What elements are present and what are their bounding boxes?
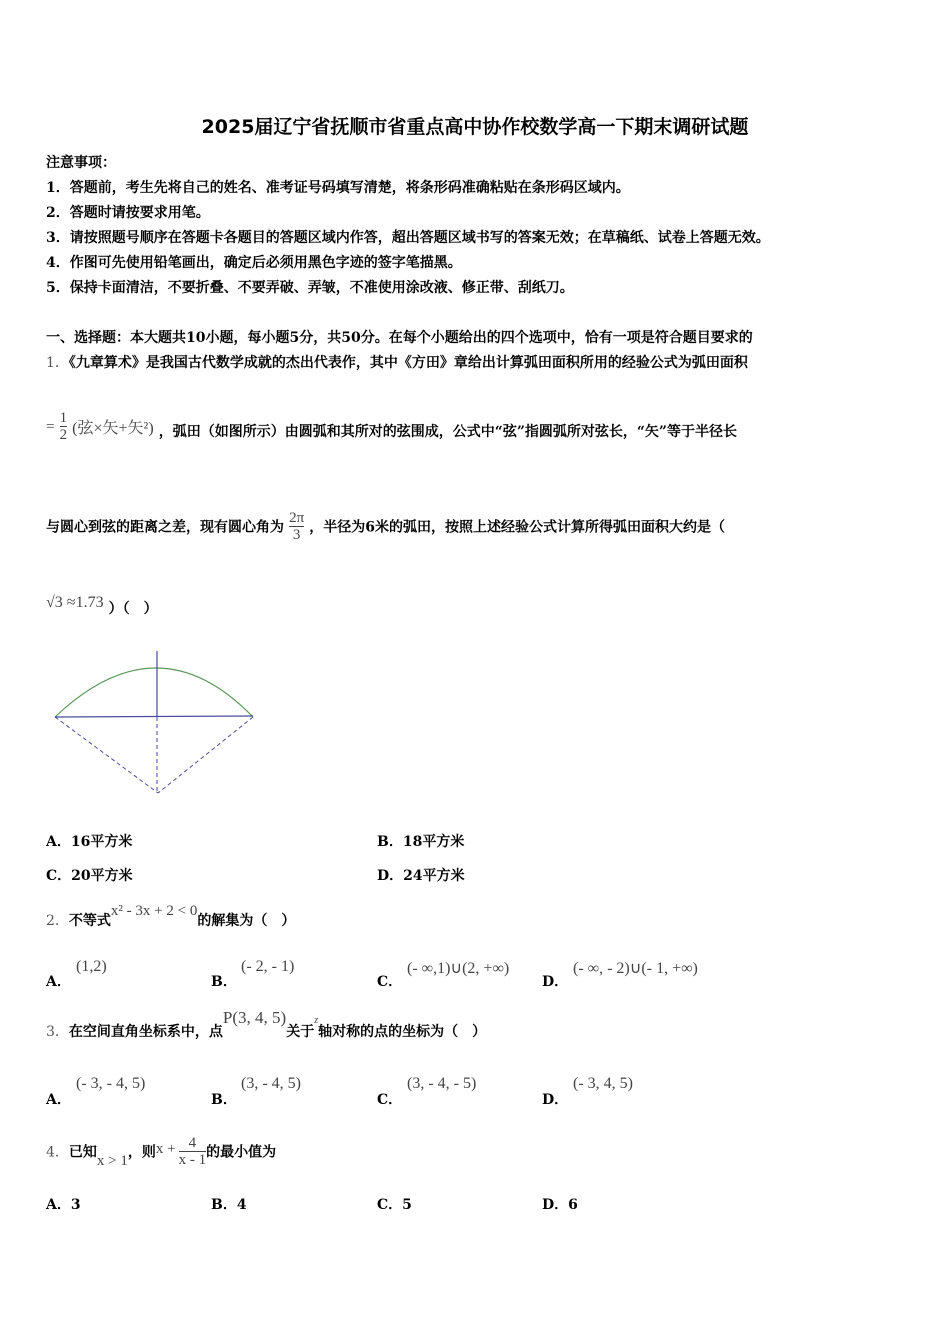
question-text: 轴对称的点的坐标为（ ） xyxy=(318,1024,487,1040)
angle-numerator: 2π xyxy=(289,510,305,526)
question-text: 的最小值为 xyxy=(206,1144,277,1161)
q3-option-b[interactable]: (3, - 4, 5) xyxy=(241,1075,301,1092)
question-text: 的解集为（ ） xyxy=(197,913,296,929)
q4-option-d[interactable]: D．6 xyxy=(542,1197,578,1213)
question-1-line2 xyxy=(46,410,737,443)
question-number: 4． xyxy=(46,1144,69,1161)
question-text: ，则 xyxy=(127,1144,156,1161)
sqrt3-approx: √3 ≈1.73 xyxy=(46,594,104,611)
question-4 xyxy=(46,1135,276,1168)
question-text: 已知 xyxy=(68,1144,97,1161)
arc-field-figure xyxy=(46,645,266,805)
q2-option-d-label[interactable]: D． xyxy=(542,974,569,990)
q4-option-b[interactable]: B．4 xyxy=(211,1197,247,1213)
notice-item: 3．请按照题号顺序在答题卡各题目的答题区域内作答，超出答题区域书写的答案无效；在草稿纸、试卷上答题无效。 xyxy=(46,230,770,246)
expression-x-plus: x + xyxy=(155,1141,176,1157)
q3-option-a-label[interactable]: A． xyxy=(46,1092,71,1108)
formula-numerator: 1 xyxy=(59,410,68,426)
radius-dashed-right xyxy=(158,717,253,793)
fraction-numerator: 4 xyxy=(188,1135,197,1151)
notice-item: 2．答题时请按要求用笔。 xyxy=(46,205,210,221)
page-title: 2025届辽宁省抚顺市省重点高中协作校数学高一下期末调研试题 xyxy=(201,116,749,138)
question-number: 1． xyxy=(46,355,69,371)
q2-option-b-label[interactable]: B． xyxy=(211,974,237,990)
arc-curve xyxy=(55,668,253,717)
chord-line xyxy=(55,716,253,717)
fraction-denominator: x - 1 xyxy=(178,1152,207,1168)
question-text: 不等式 xyxy=(68,913,111,929)
question-text: ，半径为6米的弧田，按照上述经验公式计算所得弧田面积大约是（ xyxy=(309,519,726,536)
angle-fraction xyxy=(289,510,304,543)
q3-option-d[interactable]: (- 3, 4, 5) xyxy=(573,1075,633,1092)
question-2 xyxy=(46,900,296,929)
q3-option-b-label[interactable]: B． xyxy=(211,1092,237,1108)
q3-option-c-label[interactable]: C． xyxy=(377,1092,403,1108)
question-text: 与圆心到弦的距离之差，现有圆心角为 xyxy=(46,519,284,536)
q1-option-a[interactable]: A．16平方米 xyxy=(46,834,133,850)
question-1-line3 xyxy=(46,510,725,543)
question-3 xyxy=(46,1008,487,1040)
q3-option-c[interactable]: (3, - 4, - 5) xyxy=(407,1075,477,1092)
question-number: 3． xyxy=(46,1024,69,1040)
section-heading: 一、选择题：本大题共10小题，每小题5分，共50分。在每个小题给出的四个选项中，恰有一项是符合题目要求的 xyxy=(46,330,753,346)
condition-x-gt-1: x > 1 xyxy=(96,1153,128,1169)
q3-option-d-label[interactable]: D． xyxy=(542,1092,569,1108)
question-text: 《九章算术》是我国古代数学成就的杰出代表作，其中《方田》章给出计算弧田面积所用的经验公式为弧田面积 xyxy=(68,355,748,371)
question-text: 关于 xyxy=(286,1024,315,1040)
q4-option-c[interactable]: C．5 xyxy=(377,1197,412,1213)
question-text: 在空间直角坐标系中，点 xyxy=(68,1024,223,1040)
point-p: P(3, 4, 5) xyxy=(222,1008,287,1027)
radius-dashed-left xyxy=(55,717,158,793)
formula-body: (弦×矢+矢²) xyxy=(72,420,154,437)
q2-option-c[interactable]: (- ∞,1)∪(2, +∞) xyxy=(407,960,510,977)
question-text: ，弧田（如图所示）由圆弧和其所对的弦围成，公式中“弦”指圆弧所对弦长，“矢”等于半径长 xyxy=(158,423,737,440)
q2-option-a[interactable]: (1,2) xyxy=(76,958,107,975)
notice-heading: 注意事项： xyxy=(46,155,116,171)
q4-option-a[interactable]: A．3 xyxy=(46,1197,81,1213)
question-1-line1 xyxy=(46,352,748,372)
axis-z: z xyxy=(314,1015,319,1026)
q2-option-b[interactable]: (- 2, - 1) xyxy=(241,958,295,975)
notice-item: 1．答题前，考生先将自己的姓名、准考证号码填写清楚，将条形码准确粘贴在条形码区域内。 xyxy=(46,180,630,196)
question-1-line4 xyxy=(46,592,158,617)
q2-option-d[interactable]: (- ∞, - 2)∪(- 1, +∞) xyxy=(573,960,698,977)
formula-half xyxy=(60,410,68,443)
expression-fraction xyxy=(179,1135,207,1168)
q2-option-a-label[interactable]: A． xyxy=(46,974,71,990)
question-text: ）（ ） xyxy=(108,601,158,617)
q2-option-c-label[interactable]: C． xyxy=(377,974,403,990)
formula-equals: = xyxy=(46,419,55,435)
q1-option-b[interactable]: B．18平方米 xyxy=(377,834,465,850)
q1-option-d[interactable]: D．24平方米 xyxy=(377,868,465,884)
q1-option-c[interactable]: C．20平方米 xyxy=(46,868,133,884)
inequality-expression: x² - 3x + 2 < 0 xyxy=(110,903,198,919)
notice-item: 5．保持卡面清洁，不要折叠、不要弄破、弄皱，不准使用涂改液、修正带、刮纸刀。 xyxy=(46,280,574,296)
angle-denominator: 3 xyxy=(289,526,304,543)
question-number: 2． xyxy=(46,913,69,929)
q3-option-a[interactable]: (- 3, - 4, 5) xyxy=(76,1075,146,1092)
notice-item: 4．作图可先使用铅笔画出，确定后必须用黑色字迹的签字笔描黑。 xyxy=(46,255,462,271)
formula-denominator: 2 xyxy=(59,427,68,443)
